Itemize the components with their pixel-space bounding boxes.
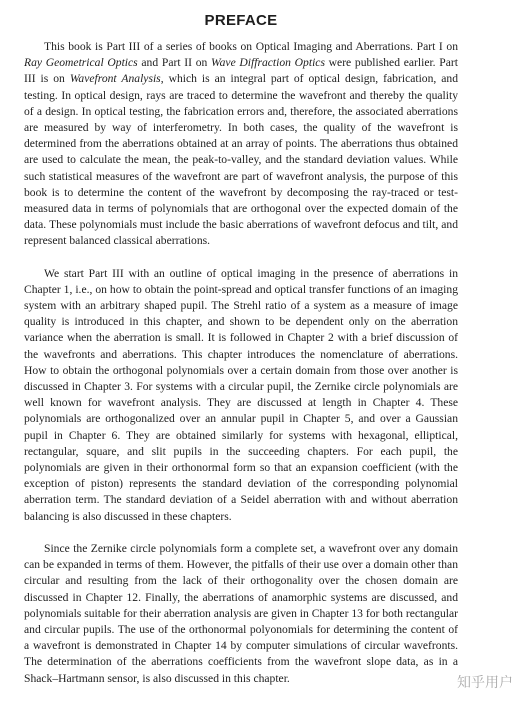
paragraph-1-seg-2: Ray Geometrical Optics bbox=[24, 56, 138, 70]
paragraph-2-seg-1: We start Part III with an outline of optical imaging in the presence of aberrations in Chapter 1, i.e., on how to obtain the point-spread and optical transfer functions of an imaging system with an arbitrary shaped pupil. The Strehl ratio of a system as a measure of image quality is introduced in this chapter, and shown to be dependent only on the aberration variance when the aberration is small. It is followed in Chapter 2 with a brief discussion of the wavefronts and aberrations. This chapter introduces the nomenclature of aberrations. How to obtain the orthogonal polynomials over a certain domain from those over another is discussed in Chapter 3. For systems with a circular pupil, the Zernike circle polynomials are well known for wavefront analysis. They are discussed at length in Chapter 4. These polynomials are orthogonalized over an annular pupil in Chapter 5, and over a Gaussian pupil in Chapter 6. They are obtained similarly for systems with hexagonal, elliptical, rectangular, square, and slit pupils in the succeeding chapters. For each pupil, the polynomials are given in their orthonormal form so that an expansion coefficient (with the exception of piston) represents the standard deviation of the corresponding polynomial aberration term. The standard deviation of a Seidel aberration with and without aberration balancing is also discussed in these chapters. bbox=[24, 266, 458, 523]
paragraph-1-seg-3: and Part II on bbox=[137, 56, 212, 70]
paragraph-1-seg-1: This book is Part III of a series of books on Optical Imaging and Aberrations. Part I on bbox=[44, 40, 458, 53]
page-heading: PREFACE bbox=[204, 12, 278, 29]
paragraph-1-seg-6: Wavefront Analysis bbox=[69, 72, 161, 86]
paragraph-3-seg-1: Since the Zernike circle polynomials form a complete set, a wavefront over any domain can be expanded in terms of them. However, the pitfalls of their use over a domain other than circular and resulting from the lack of their orthogonality over the chosen domain are discussed in Chapter 12. Finally, the aberrations of anamorphic systems are discussed, and polynomials suitable for their aberration analysis are given in Chapter 13 for both rectangular and circular pupils. The use of the orthonormal polyonomials for determining the content of a wavefront is demonstrated in Chapter 14 by computer simulations of circular wavefronts. The determination of the aberrations coefficients from the wavefront slope data, as in a Shack–Hartmann sensor, is also discussed in this chapter. bbox=[24, 541, 458, 685]
paragraph-3 bbox=[24, 541, 458, 687]
watermark-text: 知乎用户 bbox=[457, 675, 513, 691]
paragraph-1-seg-4: Wave Diffraction Optics bbox=[211, 56, 325, 70]
paragraph-1-seg-5: were published earlier. Part III is on bbox=[24, 56, 458, 86]
paragraph-2 bbox=[24, 266, 458, 525]
paragraph-1-seg-7: , which is an integral part of optical design, fabrication, and testing. In optical design, rays are traced to determine the wavefront and thereby the quality of a design. In optical testing, the fabrication errors and, therefore, the associated aberrations are measured by way of interferometry. In both cases, the quality of the wavefront is determined from the aberrations obtained at an array of points. The aberrations thus obtained are used to calculate the mean, the peak-to-valley, and the standard deviation values. While such statistical measures of the wavefront are part of wavefront analysis, the purpose of this book is to determine the content of the wavefront by decomposing the ray-traced or test-measured data in terms of polynomials that are orthogonal over the expected domain of the data. These polynomials must include the basic aberrations of wavefront defocus and tilt, and represent balanced classical aberrations. bbox=[24, 72, 459, 248]
paragraph-1 bbox=[24, 39, 458, 250]
